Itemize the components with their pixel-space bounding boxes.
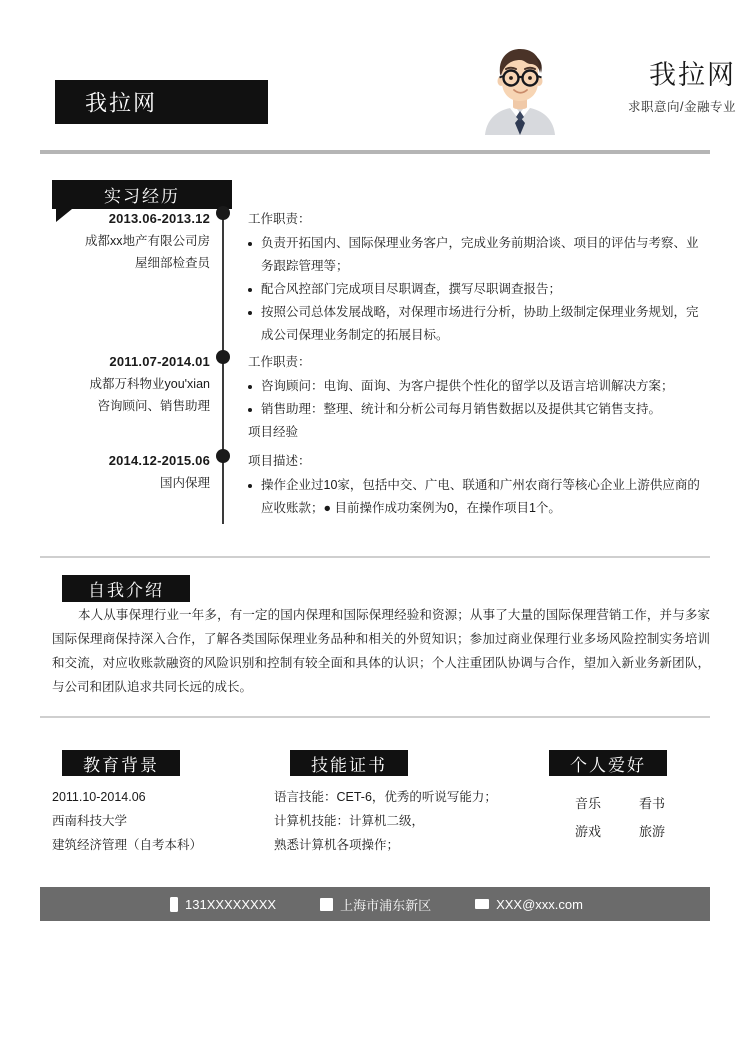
experience-lead: 项目描述： — [248, 454, 311, 468]
contact-location — [320, 895, 431, 914]
skill-line: 计算机技能：计算机二级， — [274, 814, 425, 828]
hobbies-block — [556, 790, 706, 846]
contact-location-value: 上海市浦东新区 — [340, 897, 432, 913]
job-objective: 求职意向/金融专业 — [628, 100, 736, 115]
experience-trailing: 项目经验 — [248, 425, 299, 439]
hobby-row — [556, 790, 706, 818]
experience-lead: 工作职责： — [248, 212, 311, 226]
experience-lead: 工作职责： — [248, 355, 311, 369]
location-pin-icon — [320, 898, 333, 911]
contact-list — [170, 895, 627, 914]
section-title-experience: 实习经历 — [104, 187, 180, 206]
mail-icon — [475, 899, 489, 909]
skills-block — [274, 785, 524, 857]
timeline-dot — [216, 350, 230, 364]
experience-org-line: 成都万科物业you'xian — [89, 377, 210, 391]
education-line: 建筑经济管理（自考本科） — [52, 838, 203, 852]
section-title-education: 教育背景 — [83, 755, 159, 775]
experience-org-line: 屋细部检查员 — [134, 256, 210, 270]
contact-phone — [170, 897, 276, 912]
section-header-skills — [290, 750, 408, 776]
contact-phone-value: 131XXXXXXXX — [185, 896, 277, 912]
education-block — [52, 785, 262, 857]
contact-email — [475, 897, 583, 912]
avatar — [477, 47, 563, 135]
experience-org-line: 咨询顾问、销售助理 — [97, 399, 210, 413]
section-header-self-intro — [62, 575, 190, 602]
section-header-education — [62, 750, 180, 776]
experience-divider — [40, 556, 710, 558]
education-line: 西南科技大学 — [52, 814, 128, 828]
experience-details — [248, 450, 710, 520]
experience-details — [248, 351, 710, 444]
timeline-dot — [216, 449, 230, 463]
hobby-row — [556, 818, 706, 846]
experience-date: 2013.06-2013.12 — [108, 211, 210, 226]
phone-icon — [170, 897, 178, 912]
header-identity — [556, 60, 736, 115]
name-plate-text: 我拉网 — [85, 90, 158, 116]
experience-bullet-list — [248, 474, 710, 520]
experience-bullet: 配合风控部门完成项目尽职调查，撰写尽职调查报告； — [248, 278, 710, 301]
timeline-dot — [216, 206, 230, 220]
self-intro-text: 本人从事保理行业一年多，有一定的国内保理和国际保理经验和资源；从事了大量的国际保理营销工作，并与多家国际保理商保持深入合作，了解各类国际保理业务品种和相关的外贸知识；参加过商业保理行业多场风险控制实务培训和交流，对应收账款融资的风险识别和控制有较全面和具体的认识；个人注重团队协调与合作，望加入新业务新团队，与公司和团队追求共同长远的成长。 — [52, 608, 710, 694]
experience-bullet: 按照公司总体发展战略，对保理市场进行分析，协助上级制定保理业务规划，完成公司保理业务制定的拓展目标。 — [248, 301, 710, 347]
skill-line: 熟悉计算机各项操作； — [274, 838, 400, 852]
section-title-hobbies: 个人爱好 — [570, 755, 646, 775]
experience-meta — [50, 450, 210, 494]
experience-bullet: 咨询顾问：电询、面询、为客户提供个性化的留学以及语言培训解决方案； — [248, 375, 710, 398]
skill-line: 语言技能：CET-6，优秀的听说写能力； — [274, 790, 497, 804]
experience-bullet-list — [248, 375, 710, 421]
experience-date: 2011.07-2014.01 — [109, 354, 210, 369]
name-plate — [55, 80, 268, 124]
header-divider — [40, 150, 710, 154]
experience-bullet: 销售助理：整理、统计和分析公司每月销售数据以及提供其它销售支持。 — [248, 398, 710, 421]
section-title-self-intro: 自我介绍 — [88, 581, 164, 600]
experience-timeline — [222, 212, 224, 524]
avatar-illustration — [477, 47, 563, 135]
contact-email-value: XXX@xxx.com — [496, 896, 583, 912]
candidate-name: 我拉网 — [649, 60, 736, 90]
experience-bullet-list — [248, 232, 710, 347]
experience-details — [248, 208, 710, 347]
resume-header — [0, 0, 750, 152]
education-line: 2011.10-2014.06 — [52, 790, 146, 804]
hobby-item: 音乐 — [574, 796, 601, 811]
hobby-item: 游戏 — [574, 824, 601, 839]
experience-date: 2014.12-2015.06 — [108, 453, 210, 468]
hobby-item: 看书 — [638, 796, 665, 811]
section-header-experience — [52, 180, 232, 209]
hobby-item: 旅游 — [638, 824, 665, 839]
experience-bullet: 操作企业过10家，包括中交、广电、联通和广州农商行等核心企业上游供应商的应收账款；● 目前操作成功案例为0，在操作项目1个。 — [248, 474, 710, 520]
contact-footer — [40, 887, 710, 921]
experience-org-line: 国内保理 — [159, 476, 210, 490]
experience-meta — [50, 208, 210, 274]
section-header-hobbies — [549, 750, 667, 776]
experience-bullet: 负责开拓国内、国际保理业务客户，完成业务前期洽谈、项目的评估与考察、业务跟踪管理等； — [248, 232, 710, 278]
experience-org-line: 成都xx地产有限公司房 — [84, 234, 210, 248]
self-intro-divider — [40, 716, 710, 718]
section-title-skills: 技能证书 — [311, 755, 387, 775]
experience-meta — [50, 351, 210, 417]
